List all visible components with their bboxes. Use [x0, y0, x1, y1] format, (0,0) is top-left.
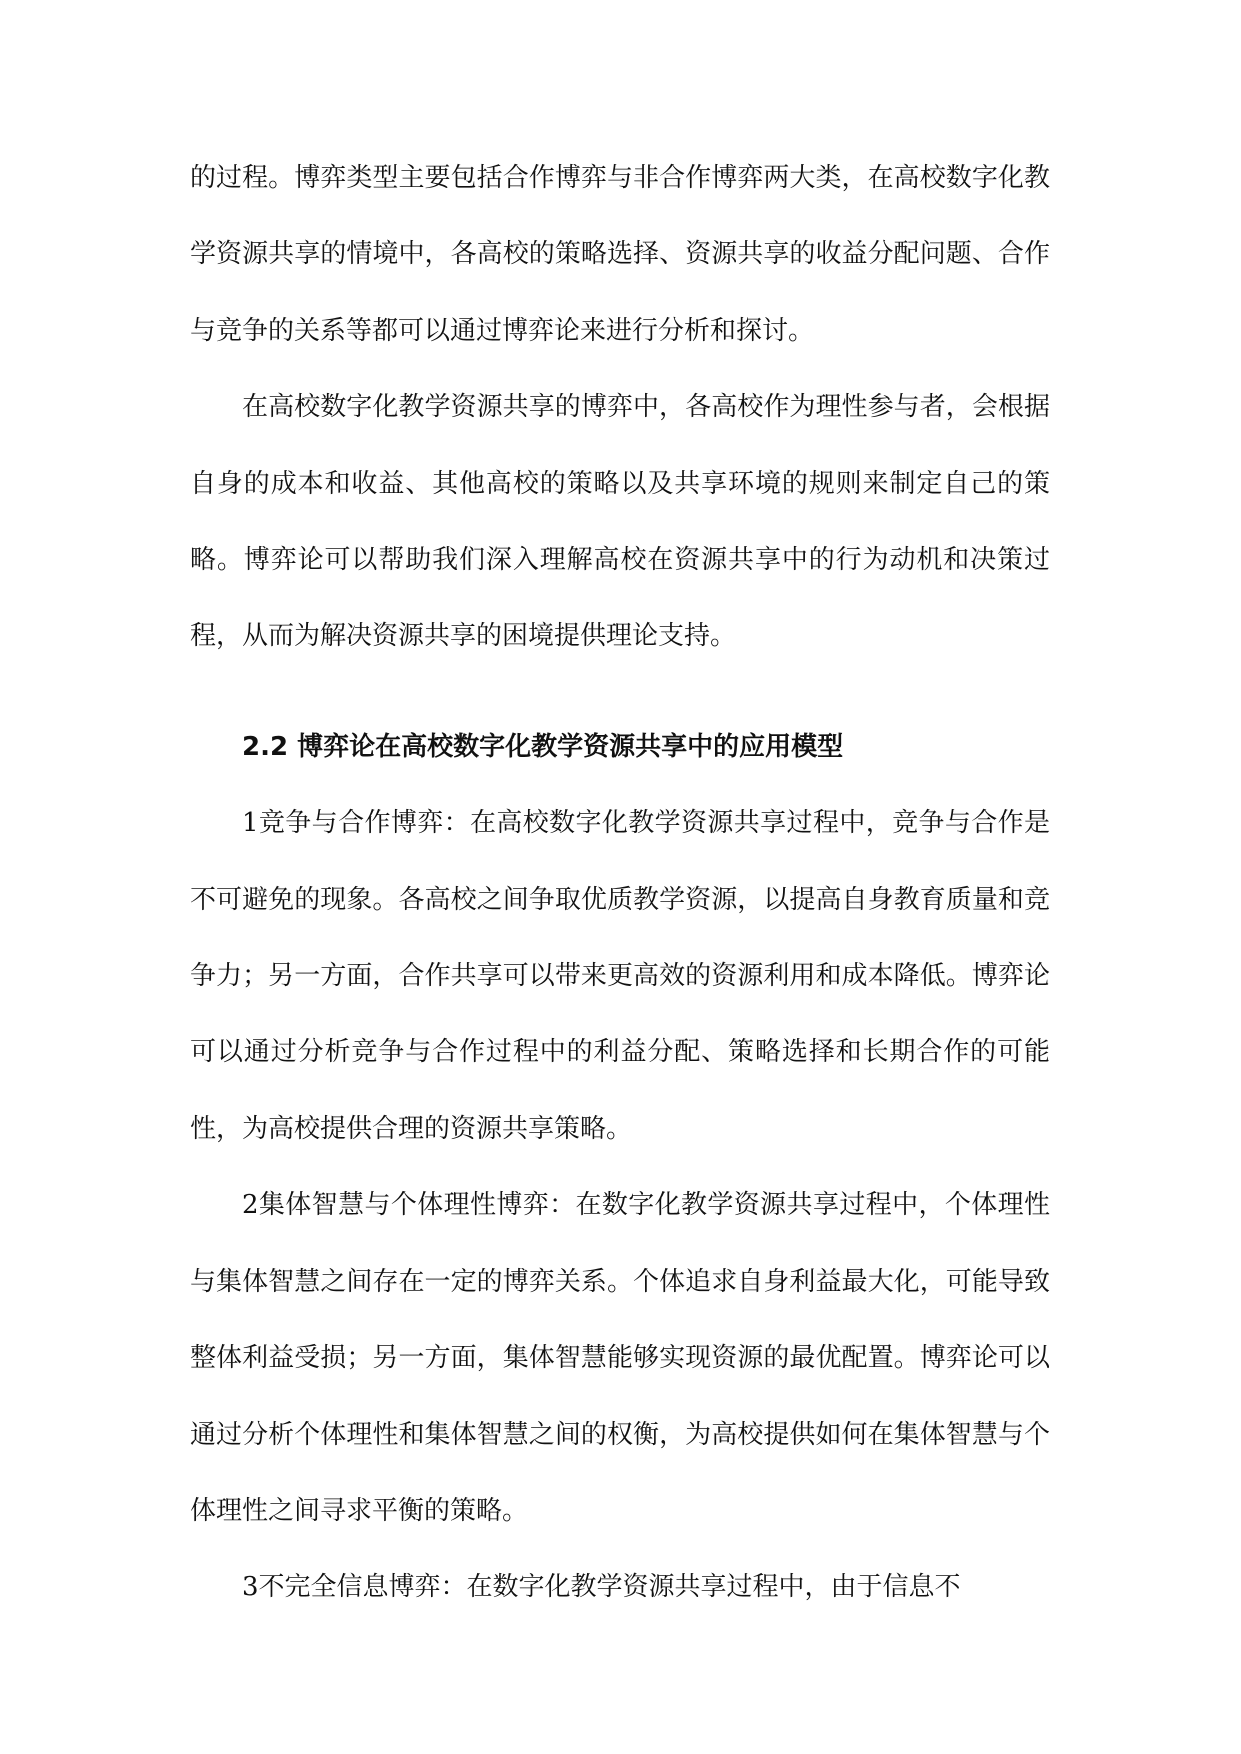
paragraph-continuation: 的过程。博弈类型主要包括合作博弈与非合作博弈两大类，在高校数字化教学资源共享的情境中，各高校的策略选择、资源共享的收益分配问题、合作与竞争的关系等都可以通过博弈论来进行分析和探讨。 [190, 163, 1050, 346]
document-body [190, 140, 1050, 1626]
section-heading-2-2: 2.2 博弈论在高校数字化教学资源共享中的应用模型 [242, 731, 844, 762]
paragraph-competition-cooperation: 1竞争与合作博弈：在高校数字化教学资源共享过程中，竞争与合作是不可避免的现象。各高校之间争取优质教学资源，以提高自身教育质量和竞争力；另一方面，合作共享可以带来更高效的资源利用和成本降低。博弈论可以通过分析竞争与合作过程中的利益分配、策略选择和长期合作的可能性，为高校提供合理的资源共享策略。 [190, 808, 1050, 1144]
paragraph-game-theory-rational-players: 在高校数字化教学资源共享的博弈中，各高校作为理性参与者，会根据自身的成本和收益、其他高校的策略以及共享环境的规则来制定自己的策略。博弈论可以帮助我们深入理解高校在资源共享中的行为动机和决策过程，从而为解决资源共享的困境提供理论支持。 [190, 392, 1050, 652]
paragraph-incomplete-information: 3不完全信息博弈：在数字化教学资源共享过程中，由于信息不 [242, 1572, 961, 1603]
paragraph-collective-individual: 2集体智慧与个体理性博弈：在数字化教学资源共享过程中，个体理性与集体智慧之间存在一定的博弈关系。个体追求自身利益最大化，可能导致整体利益受损；另一方面，集体智慧能够实现资源的最优配置。博弈论可以通过分析个体理性和集体智慧之间的权衡，为高校提供如何在集体智慧与个体理性之间寻求平衡的策略。 [190, 1190, 1050, 1526]
